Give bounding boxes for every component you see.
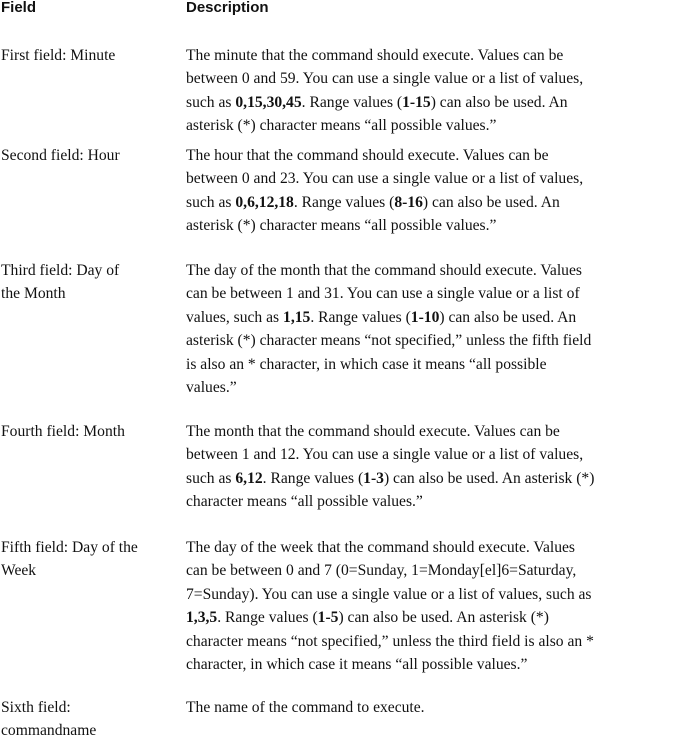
field-cell	[1, 696, 179, 743]
column-header-field: Field	[1, 0, 37, 16]
field-cell	[1, 536, 179, 583]
field-cell	[1, 259, 179, 306]
description-line: asterisk (*) character means “all possible values.”	[186, 217, 497, 235]
bold-value: 1-10	[410, 308, 440, 326]
column-header-description: Description	[186, 0, 269, 16]
description-line: can be between 0 and 7 (0=Sunday, 1=Monday[el]6=Saturday,	[186, 562, 577, 580]
description-line: 7=Sunday). You can use a single value or a list of values, such as	[186, 585, 592, 603]
field-cell	[1, 144, 179, 167]
bold-value: 8-16	[394, 193, 423, 211]
bold-value: 1-15	[402, 93, 431, 111]
field-text: Fifth field: Day of the	[1, 539, 138, 556]
description-line: 1,3,5. Range values (1-5) can also be used. An asterisk (*)	[186, 609, 549, 627]
description-cell	[186, 536, 682, 676]
description-line: The day of the week that the command should execute. Values	[186, 539, 575, 556]
field-text: Sixth field:	[1, 699, 71, 716]
description-cell	[186, 144, 682, 238]
bold-value: 6,12	[235, 469, 263, 487]
description-line: values, such as 1,15. Range values (1-10) can also be used. An	[186, 308, 577, 326]
description-line: The day of the month that the command should execute. Values	[186, 262, 582, 279]
description-line: asterisk (*) character means “all possible values.”	[186, 117, 497, 135]
description-line: The month that the command should execute. Values can be	[186, 423, 560, 440]
description-cell	[186, 44, 682, 138]
description-line: between 0 and 59. You can use a single value or a list of values,	[186, 70, 584, 88]
description-line: values.”	[186, 379, 237, 397]
description-line: between 0 and 23. You can use a single value or a list of values,	[186, 170, 584, 188]
field-cell	[1, 44, 179, 67]
description-line: is also an * character, in which case it means “all possible	[186, 355, 547, 373]
description-line: character means “all possible values.”	[186, 493, 423, 511]
bold-value: 0,6,12,18	[235, 193, 294, 211]
description-line: between 1 and 12. You can use a single value or a list of values,	[186, 446, 584, 464]
description-line: The name of the command to execute.	[186, 699, 425, 716]
bold-value: 1,3,5	[186, 609, 218, 627]
description-line: can be between 1 and 31. You can use a single value or a list of	[186, 285, 580, 303]
description-line: The hour that the command should execute. Values can be	[186, 147, 549, 164]
field-text: Week	[1, 562, 37, 580]
bold-value: 1,15	[283, 308, 311, 326]
field-text: Third field: Day of	[1, 262, 120, 279]
description-line: asterisk (*) character means “not specified,” unless the fifth field	[186, 332, 592, 350]
bold-value: 1-3	[363, 469, 384, 487]
field-text: the Month	[1, 285, 66, 303]
description-line: The minute that the command should execute. Values can be	[186, 47, 564, 64]
bold-value: 1-5	[317, 609, 339, 627]
bold-value: 0,15,30,45	[235, 93, 302, 111]
description-line: such as 0,6,12,18. Range values (8-16) can also be used. An	[186, 193, 560, 211]
field-cell	[1, 420, 179, 443]
description-line: character means “not specified,” unless the third field is also an *	[186, 632, 594, 650]
field-text: commandname	[1, 722, 97, 740]
description-line: such as 0,15,30,45. Range values (1-15) can also be used. An	[186, 93, 568, 111]
description-line: character, in which case it means “all possible values.”	[186, 656, 528, 674]
description-cell	[186, 420, 682, 514]
field-text: Second field: Hour	[1, 147, 120, 164]
description-cell	[186, 696, 682, 719]
description-line: such as 6,12. Range values (1-3) can also be used. An asterisk (*)	[186, 469, 595, 487]
description-cell	[186, 259, 682, 399]
field-text: Fourth field: Month	[1, 423, 125, 440]
table-header	[0, 0, 682, 22]
field-text: First field: Minute	[1, 47, 116, 64]
